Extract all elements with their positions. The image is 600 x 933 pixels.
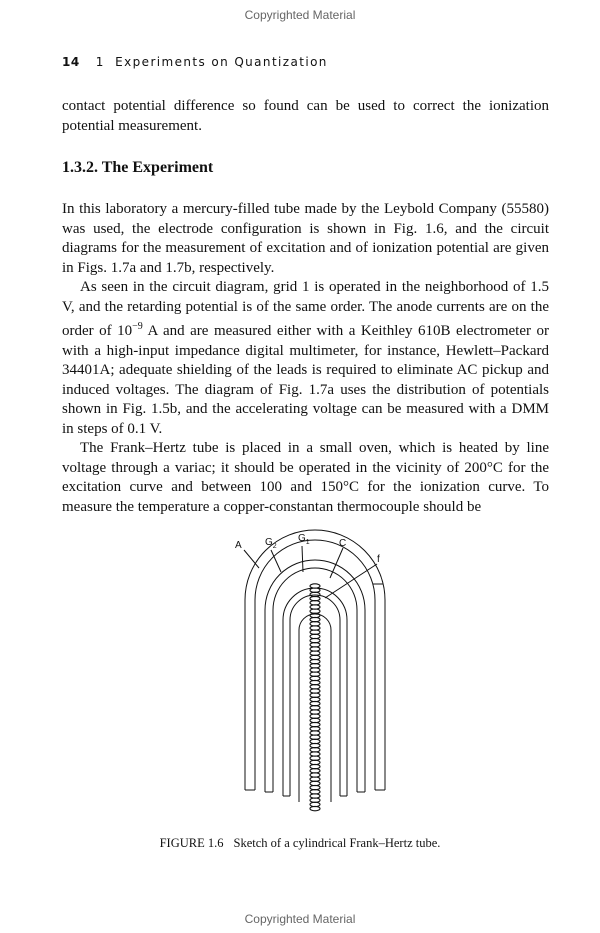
- exponent: −9: [132, 321, 143, 332]
- page-number: 14: [62, 55, 80, 69]
- paragraph-2-text-b: A and are measured either with a Keithley 610B electrometer or with a high-input impedance digital multimeter, for instance, Hewlett–Packard 34401A; adequate shielding of the leads is required to eliminate AC pickup and induced voltages. The diagram of Fig. 1.7a uses the distribution of potentials shown in Fig. 1.5b, and the accelerating voltage can be measured with a DMM in steps of 0.1 V.: [62, 323, 549, 437]
- intro-paragraph: [62, 97, 549, 136]
- filament-coil: [310, 584, 320, 811]
- label-grid-1: $G_1$: [298, 533, 310, 546]
- frank-hertz-tube-sketch: [215, 524, 415, 834]
- figure-caption: [0, 836, 600, 851]
- paragraph-2: [62, 278, 549, 439]
- copyright-watermark-top: Copyrighted Material: [244, 8, 356, 22]
- label-filament: f: [377, 554, 380, 565]
- figure-label: FIGURE 1.6: [159, 836, 224, 850]
- paragraph-2-text-a: As seen in the circuit diagram, grid 1 is operated in the neighborhood of 1.5 V, and the retarding potential is of the same order. The anode currents are on the order of 10: [62, 279, 549, 339]
- copyright-watermark-bottom: Copyrighted Material: [244, 912, 356, 926]
- paragraph-3: The Frank–Hertz tube is placed in a small oven, which is heated by line voltage through a variac; it should be operated in the vicinity of 200°C for the excitation curve and between 100 and 150°C for the ionization curve. To measure the temperature a copper-constantan thermocouple should be: [62, 440, 549, 515]
- section-body: [62, 200, 549, 517]
- figure-caption-text: Sketch of a cylindrical Frank–Hertz tube.: [233, 836, 441, 850]
- paragraph-1: In this laboratory a mercury-filled tube made by the Leybold Company (55580) was used, the electrode configuration is shown in Fig. 1.6, and the circuit diagrams for the measurement of excitation and of ionization potential are given in Figs. 1.7a and 1.7b, respectively.: [62, 201, 549, 276]
- intro-paragraph-text: contact potential difference so found can be used to correct the ionization potential measurement.: [62, 98, 549, 134]
- label-anode: A: [235, 540, 242, 551]
- running-title: 1 Experiments on Quantization: [95, 55, 328, 69]
- label-grid-2: $G_2$: [265, 537, 277, 550]
- section-heading: 1.3.2. The Experiment: [62, 159, 214, 176]
- label-cathode: C: [339, 538, 347, 549]
- running-head: [62, 55, 328, 69]
